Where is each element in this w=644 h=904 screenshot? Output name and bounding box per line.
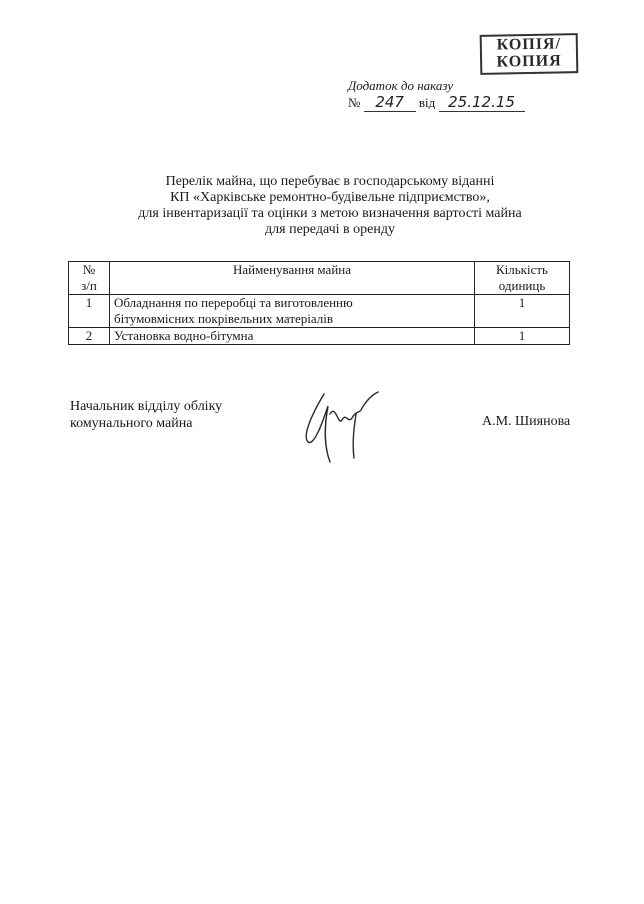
signatory-position <box>70 398 222 432</box>
row-name-line-2: бітумовмісних покрівельних матеріалів <box>114 311 334 326</box>
header-quantity <box>475 262 570 295</box>
title-line-4: для передачі в оренду <box>265 222 395 237</box>
row-name: Установка водно-бітумна <box>110 328 475 345</box>
row-number: 1 <box>69 295 110 328</box>
table-row <box>69 328 570 345</box>
signatory-position-line-1: Начальник відділу обліку <box>70 399 223 414</box>
property-table <box>68 261 570 345</box>
copy-stamp <box>480 33 579 75</box>
title-line-3: для інвентаризації та оцінки з метою визначення вартості майна <box>138 206 522 221</box>
header-quantity-line-2: одиниць <box>498 278 546 293</box>
header-quantity-line-1: Кількість <box>495 262 548 277</box>
row-quantity: 1 <box>475 328 570 345</box>
row-number: 2 <box>69 328 110 345</box>
order-date-value: 25.12.15 <box>439 93 525 112</box>
addendum-label: Додаток до наказу <box>348 78 454 93</box>
signatory-name: А.М. Шиянова <box>482 414 571 429</box>
order-reference <box>348 93 525 112</box>
document-title <box>60 174 600 238</box>
header-number <box>69 262 110 295</box>
header-number-line-2: з/п <box>81 278 97 293</box>
header-number-line-1: № <box>82 262 96 277</box>
title-line-2: КП «Харківське ремонтно-будівельне підприємство», <box>170 190 490 205</box>
title-line-1: Перелік майна, що перебуває в господарському віданні <box>165 174 495 189</box>
table-row <box>69 295 570 328</box>
row-name-line-1: Обладнання по переробці та виготовленню <box>114 295 353 310</box>
row-quantity: 1 <box>475 295 570 328</box>
order-number-value: 247 <box>364 93 416 112</box>
table-header-row <box>69 262 570 295</box>
header-name: Найменування майна <box>110 262 475 295</box>
order-number-label: № <box>348 95 361 110</box>
handwritten-signature <box>294 384 384 474</box>
order-date-label: від <box>418 95 436 110</box>
signatory-position-line-2: комунального майна <box>70 416 193 431</box>
stamp-line-2: КОПИЯ <box>496 52 562 71</box>
row-name <box>110 295 475 328</box>
stamp-line-1: КОПІЯ/ <box>496 35 562 54</box>
